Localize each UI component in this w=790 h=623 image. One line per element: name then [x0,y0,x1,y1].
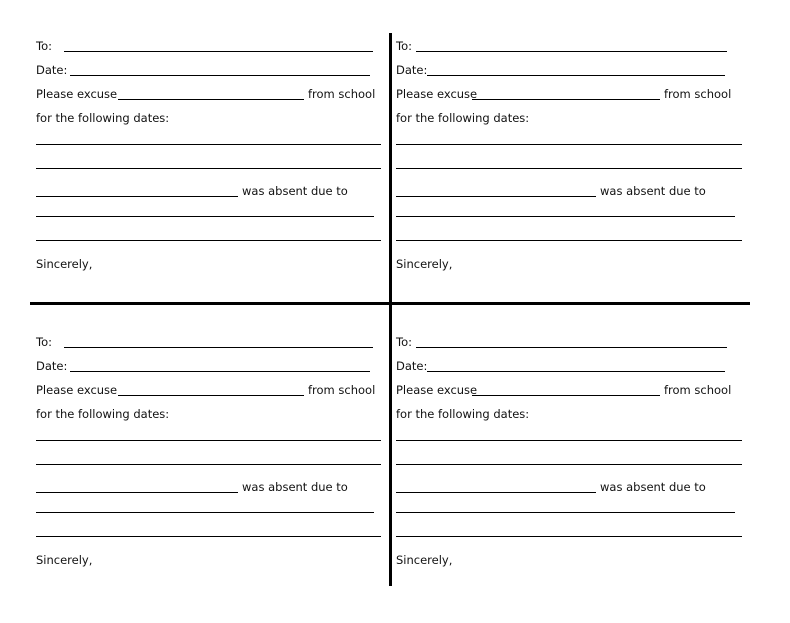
from-school-label: from school [664,383,732,397]
date-row [396,57,750,77]
date-row [396,353,750,373]
absent-name-blank[interactable] [396,492,596,493]
absent-label: was absent due to [242,480,348,494]
excuse-note-top-left [30,33,390,303]
absent-name-blank[interactable] [396,196,596,197]
sincerely-label: Sincerely, [36,257,93,271]
student-name-blank[interactable] [118,395,304,396]
to-blank[interactable] [64,347,373,348]
absent-row [396,178,750,198]
following-dates-label: for the following dates: [396,111,530,125]
to-blank[interactable] [416,347,727,348]
reason-line-2[interactable] [396,240,742,241]
absent-label: was absent due to [600,480,706,494]
student-name-blank[interactable] [118,99,304,100]
excuse-note-bottom-right [390,329,750,599]
reason-line-2[interactable] [396,536,742,537]
dates-line-1[interactable] [36,144,381,145]
following-dates-row [36,401,390,421]
sincerely-label: Sincerely, [396,257,453,271]
absent-name-blank[interactable] [36,196,238,197]
excuse-label: Please excuse [396,87,478,101]
excuse-label: Please excuse [36,383,118,397]
dates-line-1[interactable] [36,440,381,441]
dates-line-1[interactable] [396,440,742,441]
reason-line-1[interactable] [396,216,735,217]
absent-row [36,474,390,494]
to-label: To: [36,39,52,53]
to-label: To: [36,335,52,349]
absent-row [36,178,390,198]
sincerely-label: Sincerely, [36,553,93,567]
excuse-row [36,377,390,397]
dates-line-2[interactable] [396,168,742,169]
excuse-row [36,81,390,101]
following-dates-label: for the following dates: [396,407,530,421]
to-row [396,33,750,53]
excuse-label: Please excuse [36,87,118,101]
absent-label: was absent due to [242,184,348,198]
date-blank[interactable] [427,75,725,76]
excuse-note-top-right [390,33,750,303]
sincerely-row [396,547,750,567]
following-dates-label: for the following dates: [36,111,170,125]
reason-line-1[interactable] [36,216,374,217]
to-blank[interactable] [64,51,373,52]
to-row [36,33,390,53]
sincerely-label: Sincerely, [396,553,453,567]
date-blank[interactable] [70,371,370,372]
to-label: To: [396,39,412,53]
absent-name-blank[interactable] [36,492,238,493]
from-school-label: from school [308,87,376,101]
date-blank[interactable] [70,75,370,76]
following-dates-row [396,105,750,125]
excuse-row [396,377,750,397]
sincerely-row [36,547,390,567]
from-school-label: from school [664,87,732,101]
excuse-note-bottom-left [30,329,390,599]
date-label: Date: [36,63,68,77]
student-name-blank[interactable] [472,395,660,396]
dates-line-2[interactable] [396,464,742,465]
reason-line-2[interactable] [36,536,381,537]
date-blank[interactable] [427,371,725,372]
from-school-label: from school [308,383,376,397]
following-dates-label: for the following dates: [36,407,170,421]
following-dates-row [396,401,750,421]
date-label: Date: [396,359,428,373]
date-row [36,353,390,373]
absent-label: was absent due to [600,184,706,198]
date-row [36,57,390,77]
sincerely-row [36,251,390,271]
student-name-blank[interactable] [472,99,660,100]
dates-line-1[interactable] [396,144,742,145]
reason-line-1[interactable] [36,512,374,513]
following-dates-row [36,105,390,125]
excuse-label: Please excuse [396,383,478,397]
date-label: Date: [36,359,68,373]
reason-line-1[interactable] [396,512,735,513]
sincerely-row [396,251,750,271]
absent-row [396,474,750,494]
excuse-row [396,81,750,101]
reason-line-2[interactable] [36,240,381,241]
dates-line-2[interactable] [36,464,381,465]
to-blank[interactable] [416,51,727,52]
to-label: To: [396,335,412,349]
to-row [396,329,750,349]
date-label: Date: [396,63,428,77]
to-row [36,329,390,349]
dates-line-2[interactable] [36,168,381,169]
